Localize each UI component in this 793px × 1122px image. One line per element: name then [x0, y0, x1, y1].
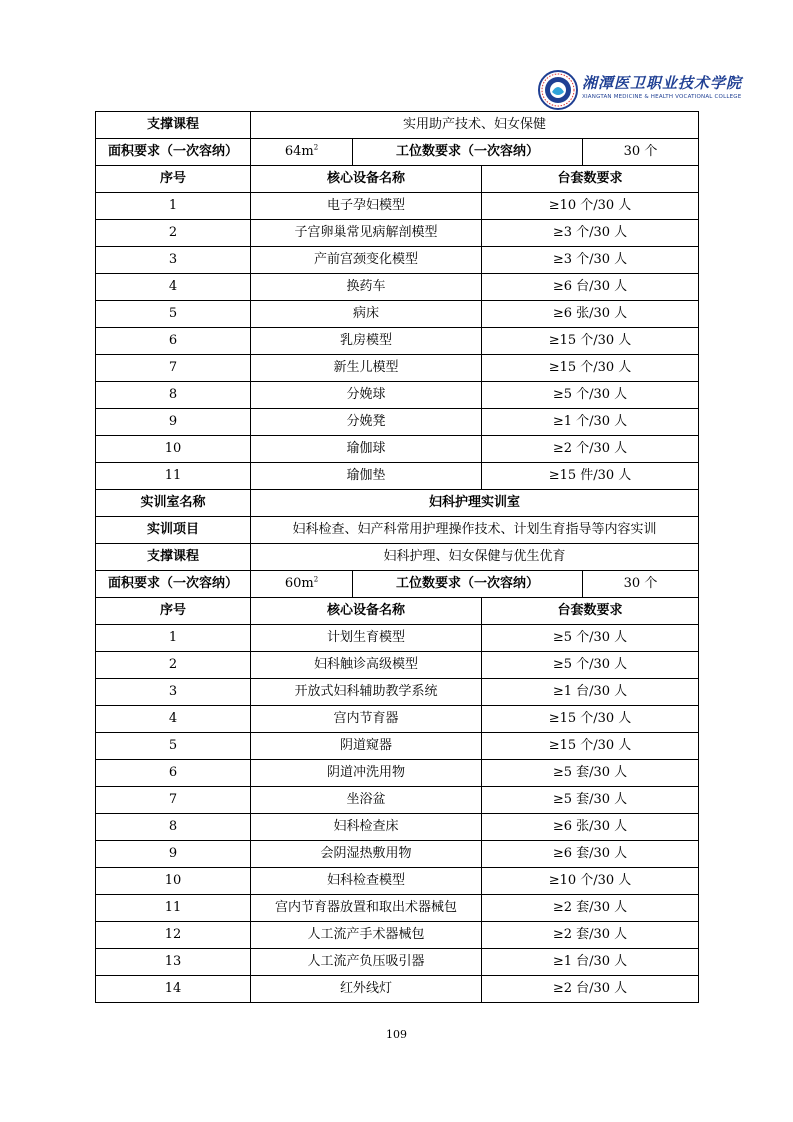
- equipment-quantity: ≥15 个/30 人: [482, 355, 699, 382]
- equipment-seq: 12: [96, 922, 251, 949]
- room2-equipment-row: [96, 949, 699, 976]
- equipment-name: 新生儿模型: [251, 355, 482, 382]
- equipment-seq: 2: [96, 652, 251, 679]
- station-label: 工位数要求（一次容纳）: [353, 139, 583, 166]
- equipment-name: 分娩球: [251, 382, 482, 409]
- training-room-table: [95, 111, 699, 1003]
- equipment-name: 阴道窥器: [251, 733, 482, 760]
- equipment-quantity: ≥5 个/30 人: [482, 652, 699, 679]
- college-name-en: XIANGTAN MEDICINE & HEALTH VOCATIONAL COLLEGE: [582, 94, 742, 100]
- support-course-label: 支撑课程: [96, 544, 251, 571]
- equip-name-header: 核心设备名称: [251, 166, 482, 193]
- room2-equipment-row: [96, 787, 699, 814]
- equipment-seq: 11: [96, 463, 251, 490]
- equipment-quantity: ≥6 台/30 人: [482, 274, 699, 301]
- page-number: 109: [386, 1028, 407, 1041]
- room1-equipment-row: [96, 220, 699, 247]
- equipment-name: 红外线灯: [251, 976, 482, 1003]
- equipment-quantity: ≥1 台/30 人: [482, 679, 699, 706]
- room1-equipment-row: [96, 355, 699, 382]
- room2-equipment-row: [96, 868, 699, 895]
- room2-equipment-row: [96, 841, 699, 868]
- college-logo: [538, 66, 743, 116]
- room1-stations: 30 个: [583, 139, 699, 166]
- college-name-cn: 湘潭医卫职业技术学院: [582, 74, 743, 92]
- equipment-quantity: ≥15 个/30 人: [482, 706, 699, 733]
- equipment-seq: 13: [96, 949, 251, 976]
- equipment-seq: 8: [96, 814, 251, 841]
- equipment-quantity: ≥5 个/30 人: [482, 382, 699, 409]
- room2-area-row: [96, 571, 699, 598]
- equipment-quantity: ≥3 个/30 人: [482, 220, 699, 247]
- equipment-name: 病床: [251, 301, 482, 328]
- equipment-quantity: ≥6 套/30 人: [482, 841, 699, 868]
- room1-equipment-row: [96, 463, 699, 490]
- equipment-seq: 6: [96, 760, 251, 787]
- equipment-name: 妇科检查模型: [251, 868, 482, 895]
- equipment-seq: 4: [96, 706, 251, 733]
- equipment-name: 乳房模型: [251, 328, 482, 355]
- equipment-name: 坐浴盆: [251, 787, 482, 814]
- equipment-name: 宫内节育器: [251, 706, 482, 733]
- room2-columns-row: [96, 598, 699, 625]
- equipment-quantity: ≥2 套/30 人: [482, 895, 699, 922]
- equipment-quantity: ≥1 个/30 人: [482, 409, 699, 436]
- room2-equipment-row: [96, 922, 699, 949]
- equipment-name: 阴道冲洗用物: [251, 760, 482, 787]
- room2-equipment-row: [96, 895, 699, 922]
- equipment-quantity: ≥1 台/30 人: [482, 949, 699, 976]
- equipment-name: 瑜伽垫: [251, 463, 482, 490]
- room2-equipment-row: [96, 679, 699, 706]
- equipment-name: 人工流产手术器械包: [251, 922, 482, 949]
- room-name-label: 实训室名称: [96, 490, 251, 517]
- seq-header: 序号: [96, 166, 251, 193]
- college-seal-icon: [538, 70, 578, 110]
- room1-equipment-row: [96, 409, 699, 436]
- equipment-seq: 2: [96, 220, 251, 247]
- room2-support-course: 妇科护理、妇女保健与优生优育: [251, 544, 699, 571]
- equipment-quantity: ≥5 套/30 人: [482, 787, 699, 814]
- equipment-name: 瑜伽球: [251, 436, 482, 463]
- room1-area-row: [96, 139, 699, 166]
- equipment-name: 人工流产负压吸引器: [251, 949, 482, 976]
- equipment-name: 换药车: [251, 274, 482, 301]
- equipment-name: 电子孕妇模型: [251, 193, 482, 220]
- equipment-seq: 10: [96, 436, 251, 463]
- project-label: 实训项目: [96, 517, 251, 544]
- equipment-name: 开放式妇科辅助教学系统: [251, 679, 482, 706]
- equipment-name: 会阴湿热敷用物: [251, 841, 482, 868]
- equipment-name: 妇科触诊高级模型: [251, 652, 482, 679]
- equipment-seq: 14: [96, 976, 251, 1003]
- equipment-seq: 1: [96, 625, 251, 652]
- room2-equipment-row: [96, 733, 699, 760]
- equip-name-header: 核心设备名称: [251, 598, 482, 625]
- equipment-quantity: ≥15 个/30 人: [482, 733, 699, 760]
- equipment-seq: 11: [96, 895, 251, 922]
- equipment-quantity: ≥5 套/30 人: [482, 760, 699, 787]
- equipment-name: 产前宫颈变化模型: [251, 247, 482, 274]
- equipment-seq: 5: [96, 733, 251, 760]
- room1-area: $64m^2$: [251, 139, 353, 166]
- equipment-seq: 9: [96, 841, 251, 868]
- equipment-seq: 9: [96, 409, 251, 436]
- support-course-label: 支撑课程: [96, 112, 251, 139]
- equipment-quantity: ≥10 个/30 人: [482, 193, 699, 220]
- equipment-quantity: ≥2 套/30 人: [482, 922, 699, 949]
- set-req-header: 台套数要求: [482, 166, 699, 193]
- equipment-seq: 10: [96, 868, 251, 895]
- equipment-seq: 3: [96, 247, 251, 274]
- equipment-quantity: ≥15 个/30 人: [482, 328, 699, 355]
- equipment-quantity: ≥6 张/30 人: [482, 814, 699, 841]
- equipment-quantity: ≥2 台/30 人: [482, 976, 699, 1003]
- room2-stations: 30 个: [583, 571, 699, 598]
- set-req-header: 台套数要求: [482, 598, 699, 625]
- equipment-name: 宫内节育器放置和取出术器械包: [251, 895, 482, 922]
- seq-header: 序号: [96, 598, 251, 625]
- equipment-quantity: ≥3 个/30 人: [482, 247, 699, 274]
- room1-columns-row: [96, 166, 699, 193]
- room1-support-course: 实用助产技术、妇女保健: [251, 112, 699, 139]
- equipment-seq: 3: [96, 679, 251, 706]
- equipment-name: 计划生育模型: [251, 625, 482, 652]
- room1-equipment-row: [96, 301, 699, 328]
- room1-equipment-row: [96, 436, 699, 463]
- equipment-seq: 7: [96, 787, 251, 814]
- equipment-quantity: ≥15 件/30 人: [482, 463, 699, 490]
- room2-area: $60m^2$: [251, 571, 353, 598]
- equipment-quantity: ≥10 个/30 人: [482, 868, 699, 895]
- room2-equipment-row: [96, 652, 699, 679]
- room2-project: 妇科检查、妇产科常用护理操作技术、计划生育指导等内容实训: [251, 517, 699, 544]
- room2-equipment-row: [96, 760, 699, 787]
- room1-equipment-row: [96, 328, 699, 355]
- area-label: 面积要求（一次容纳）: [96, 571, 251, 598]
- equipment-seq: 7: [96, 355, 251, 382]
- room1-equipment-row: [96, 382, 699, 409]
- equipment-name: 子宫卵巢常见病解剖模型: [251, 220, 482, 247]
- room2-equipment-row: [96, 625, 699, 652]
- area-label: 面积要求（一次容纳）: [96, 139, 251, 166]
- room1-equipment-row: [96, 247, 699, 274]
- room2-equipment-row: [96, 706, 699, 733]
- equipment-seq: 1: [96, 193, 251, 220]
- equipment-quantity: ≥2 个/30 人: [482, 436, 699, 463]
- equipment-seq: 4: [96, 274, 251, 301]
- equipment-quantity: ≥5 个/30 人: [482, 625, 699, 652]
- equipment-seq: 8: [96, 382, 251, 409]
- equipment-seq: 6: [96, 328, 251, 355]
- equipment-name: 分娩凳: [251, 409, 482, 436]
- station-label: 工位数要求（一次容纳）: [353, 571, 583, 598]
- room1-support-row: [96, 112, 699, 139]
- room2-name: 妇科护理实训室: [251, 490, 699, 517]
- equipment-seq: 5: [96, 301, 251, 328]
- room1-equipment-row: [96, 274, 699, 301]
- room1-equipment-row: [96, 193, 699, 220]
- room2-support-row: [96, 544, 699, 571]
- equipment-quantity: ≥6 张/30 人: [482, 301, 699, 328]
- equipment-name: 妇科检查床: [251, 814, 482, 841]
- room2-project-row: [96, 517, 699, 544]
- room2-equipment-row: [96, 976, 699, 1003]
- room2-name-row: [96, 490, 699, 517]
- room2-equipment-row: [96, 814, 699, 841]
